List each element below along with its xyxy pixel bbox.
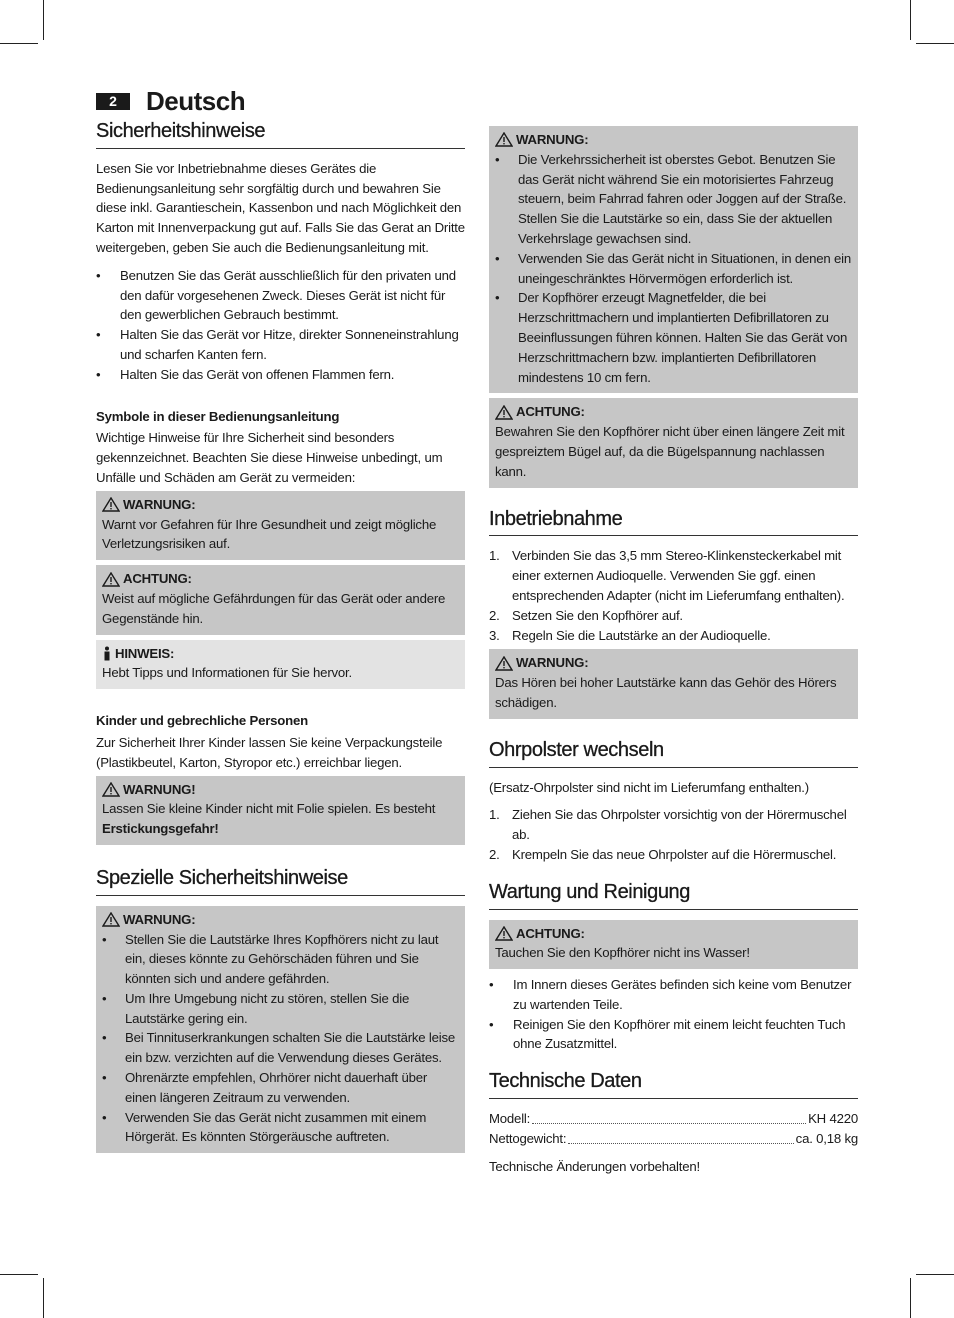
list-item: • Verwenden Sie das Gerät nicht zusammen mit einem Hörgerät. Es könnten Störgeräusche auftreten.	[102, 1108, 459, 1148]
info-icon	[102, 646, 112, 661]
ear-pads-steps	[489, 805, 858, 864]
tech-label: Modell:	[489, 1111, 531, 1127]
tech-value: KH 4220	[808, 1111, 858, 1127]
list-item: • Benutzen Sie das Gerät ausschließlich für den privaten und den dafür vorgesehenen Zweck. Dieses Gerät ist nicht für den gewerblichen Gebrauch bestimmt.	[96, 266, 465, 325]
maintenance-list	[489, 975, 858, 1054]
warning-box	[489, 649, 858, 718]
tech-value: ca. 0,18 kg	[795, 1130, 858, 1146]
warning-text: Warnt vor Gefahren für Ihre Gesundheit und zeigt mögliche Verletzungsrisiken auf.	[102, 516, 437, 552]
tech-footer: Technische Änderungen vorbehalten!	[489, 1158, 700, 1174]
caution-box	[489, 920, 858, 970]
list-item: 3. Regeln Sie die Lautstärke an der Audioquelle.	[489, 627, 771, 643]
warning-triangle-icon	[102, 572, 120, 587]
subheading-symbols: Symbole in dieser Bedienungsanleitung	[96, 408, 340, 424]
list-item: • Die Verkehrssicherheit ist oberstes Gebot. Benutzen Sie das Gerät nicht während Sie ein motorisiertes Fahrzeug steuern, beim Fahrrad fahren oder Joggen auf der Straße. Stellen Sie die Lautstärke so ein, dass Sie der aktuellen Verkehrslage gewachsen sind.	[495, 150, 852, 249]
symbols-text: Wichtige Hinweise für Ihre Sicherheit sind besonders gekennzeichnet. Beachten Sie diese Hinweise unbedingt, um Unfälle und Schäden am Gerät zu vermeiden:	[96, 430, 443, 485]
warning-box	[96, 906, 465, 1154]
right-column	[489, 126, 858, 1184]
warning-text: Das Hören bei hoher Lautstärke kann das Gehör des Hörers schädigen.	[495, 675, 837, 710]
list-item: 2. Setzen Sie den Kopfhörer auf.	[489, 607, 683, 623]
crop-mark	[0, 43, 38, 44]
warning-triangle-icon	[495, 132, 513, 147]
info-box	[96, 640, 465, 690]
tech-label: Nettogewicht:	[489, 1130, 567, 1146]
warning-triangle-icon	[495, 926, 513, 941]
list-item: 1. Ziehen Sie das Ohrpolster vorsichtig von der Hörermuschel ab.	[489, 807, 847, 843]
crop-mark	[910, 1278, 911, 1318]
caution-label: ACHTUNG:	[516, 925, 585, 941]
intro-text: Lesen Sie vor Inbetriebnahme dieses Gerätes die Bedienungsanleitung sehr sorgfältig durch und bewahren Sie diese inkl. Garantieschein, Kassenbon und nach Möglichkeit den Karton mit Innenverpackung gut auf. Falls Sie das Gerat an Dritte weitergeben, geben Sie auch die Bedienungsanleitung mit.	[96, 160, 465, 255]
caution-label: ACHTUNG:	[516, 404, 585, 420]
section-title-ear-pads: Ohrpolster wechseln	[489, 741, 858, 768]
warning-text: Lassen Sie kleine Kinder nicht mit Folie spielen. Es besteht	[102, 801, 436, 817]
left-column	[96, 122, 465, 1158]
warning-box	[96, 776, 465, 845]
caution-box	[489, 398, 858, 487]
caution-box	[96, 565, 465, 634]
warning-label: WARNUNG:	[516, 132, 589, 147]
setup-steps	[489, 546, 858, 645]
children-text: Zur Sicherheit Ihrer Kinder lassen Sie keine Verpackungsteile (Plastikbeutel, Karton, Styropor etc.) erreichbar liegen.	[96, 734, 443, 770]
warning-label: WARNUNG:	[123, 496, 196, 512]
warning-triangle-icon	[102, 782, 120, 797]
section-title-setup: Inbetriebnahme	[489, 510, 858, 537]
caution-text: Tauchen Sie den Kopfhörer nicht ins Wasser!	[495, 945, 750, 961]
info-label: HINWEIS:	[115, 645, 175, 661]
warning-label: WARNUNG!	[123, 781, 196, 797]
warning-triangle-icon	[102, 497, 120, 512]
warning-triangle-icon	[102, 912, 120, 927]
list-item: 1. Verbinden Sie das 3,5 mm Stereo-Klinkensteckerkabel mit einer externen Audioquelle. Verwenden Sie ggf. einen entsprechenden Adapter (nicht im Lieferumfang enthalten).	[489, 548, 845, 603]
crop-mark	[43, 0, 44, 40]
warning-label: WARNUNG:	[123, 911, 196, 927]
warning-triangle-icon	[495, 656, 513, 671]
caution-text: Bewahren Sie den Kopfhörer nicht über einen längere Zeit mit gespreiztem Bügel auf, da die Bügelspannung nachlassen kann.	[495, 424, 845, 479]
warning-triangle-icon	[495, 405, 513, 420]
crop-mark	[910, 0, 911, 40]
page-title: Deutsch	[146, 86, 246, 116]
info-text: Hebt Tipps und Informationen für Sie hervor.	[102, 665, 352, 681]
list-item: • Der Kopfhörer erzeugt Magnetfelder, die bei Herzschrittmachern und implantierten Defibrillatoren zu Beeinflussungen führen können. Halten Sie das Gerät von Herzschrittmachern bzw. implantierten Defibrillatoren mindestens 10 cm fern.	[495, 288, 852, 387]
ear-pads-note: (Ersatz-Ohrpolster sind nicht im Lieferumfang enthalten.)	[489, 779, 809, 795]
list-item: • Reinigen Sie den Kopfhörer mit einem leicht feuchten Tuch ohne Zusatzmittel.	[489, 1015, 858, 1055]
warning-label: WARNUNG:	[516, 655, 589, 671]
list-item: • Im Innern dieses Gerätes befinden sich keine vom Benutzer zu wartenden Teile.	[489, 975, 858, 1015]
page-number: 2	[96, 93, 130, 110]
section-title-maintenance: Wartung und Reinigung	[489, 883, 858, 910]
crop-mark	[916, 1274, 954, 1275]
list-item: • Halten Sie das Gerät vor Hitze, direkter Sonneneinstrahlung und scharfen Kanten fern.	[96, 325, 465, 365]
crop-mark	[916, 43, 954, 44]
warning-box	[96, 491, 465, 560]
page-header	[96, 86, 245, 117]
subheading-children: Kinder und gebrechliche Personen	[96, 713, 308, 729]
crop-mark	[0, 1274, 38, 1275]
safety-list	[96, 266, 465, 385]
caution-text: Weist auf mögliche Gefährdungen für das Gerät oder andere Gegenstände hin.	[102, 590, 446, 626]
list-item: • Verwenden Sie das Gerät nicht in Situationen, in denen ein uneingeschränktes Hörvermögen erforderlich ist.	[495, 249, 852, 289]
section-title-special-safety: Spezielle Sicherheitshinweise	[96, 869, 465, 896]
list-item: 2. Krempeln Sie das neue Ohrpolster auf die Hörermuschel.	[489, 846, 837, 862]
list-item: • Bei Tinnituserkrankungen schalten Sie die Lautstärke leise ein bzw. verzichten auf die Verwendung dieses Gerätes.	[102, 1028, 459, 1068]
tech-row-weight	[489, 1129, 858, 1149]
list-item: • Um Ihre Umgebung nicht zu stören, stellen Sie die Lautstärke gering ein.	[102, 989, 459, 1029]
crop-mark	[43, 1278, 44, 1318]
warning-emphasis: Erstickungsgefahr!	[102, 821, 219, 837]
section-title-safety: Sicherheitshinweise	[96, 122, 465, 149]
warning-box	[489, 126, 858, 393]
list-item: • Halten Sie das Gerät von offenen Flammen fern.	[96, 365, 465, 385]
tech-row-model	[489, 1109, 858, 1129]
caution-label: ACHTUNG:	[123, 571, 192, 587]
list-item: • Stellen Sie die Lautstärke Ihres Kopfhörers nicht zu laut ein, dieses könnte zu Gehörschäden führen und Sie könnten sich und andere gefährden.	[102, 930, 459, 989]
list-item: • Ohrenärzte empfehlen, Ohrhörer nicht dauerhaft über einen längeren Zeitraum zu verwenden.	[102, 1068, 459, 1108]
section-title-tech-data: Technische Daten	[489, 1072, 858, 1099]
